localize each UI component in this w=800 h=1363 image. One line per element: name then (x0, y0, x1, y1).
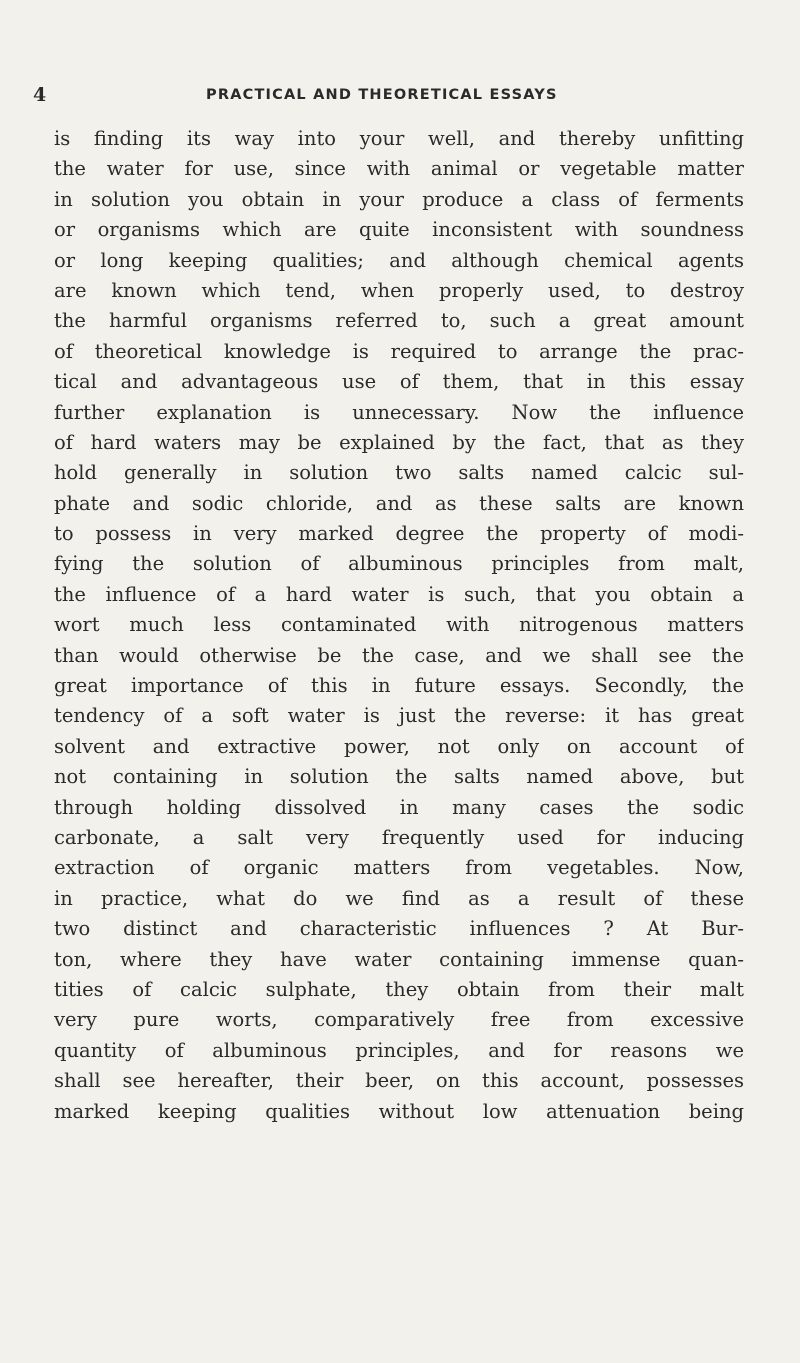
text-line: extraction of organic matters from vegetables. Now, (54, 856, 744, 880)
text-line: tendency of a soft water is just the reverse: it has great (54, 704, 744, 728)
text-line: of theoretical knowledge is required to arrange the prac- (54, 339, 744, 363)
text-line: tities of calcic sulphate, they obtain from their malt (54, 977, 744, 1001)
text-line: phate and sodic chloride, and as these salts are known (54, 491, 744, 515)
text-line: in practice, what do we find as a result of these (54, 886, 744, 910)
text-line: in solution you obtain in your produce a class of ferments (54, 187, 744, 211)
text-line: hold generally in solution two salts named calcic sul- (54, 461, 744, 485)
text-line: great importance of this in future essays. Secondly, the (54, 674, 744, 698)
page-header (0, 84, 800, 114)
text-line: quantity of albuminous principles, and for reasons we (54, 1038, 744, 1062)
text-line: further explanation is unnecessary. Now the influence (54, 400, 744, 424)
text-line: than would otherwise be the case, and we shall see the (54, 643, 744, 667)
text-line: very pure worts, comparatively free from excessive (54, 1008, 744, 1032)
text-line: the harmful organisms referred to, such a great amount (54, 309, 744, 333)
text-line: the influence of a hard water is such, that you obtain a (54, 582, 744, 606)
text-line: of hard waters may be explained by the fact, that as they (54, 430, 744, 454)
text-line: not containing in solution the salts named above, but (54, 765, 744, 789)
text-line: are known which tend, when properly used, to destroy (54, 278, 744, 302)
text-line: solvent and extractive power, not only on account of (54, 734, 744, 758)
running-title: PRACTICAL AND THEORETICAL ESSAYS (206, 87, 558, 103)
text-line: tical and advantageous use of them, that in this essay (54, 370, 744, 394)
text-line: is finding its way into your well, and thereby unfitting (54, 127, 744, 150)
text-line: shall see hereafter, their beer, on this account, possesses (54, 1069, 744, 1093)
text-line: wort much less contaminated with nitrogenous matters (54, 613, 744, 637)
text-line: to possess in very marked degree the property of modi- (54, 522, 744, 546)
body-text (54, 124, 744, 1127)
text-line: ton, where they have water containing immense quan- (54, 947, 744, 971)
text-line: fying the solution of albuminous principles from malt, (54, 552, 744, 576)
text-line: the water for use, since with animal or vegetable matter (54, 157, 744, 181)
page-number: 4 (33, 84, 47, 106)
text-line: or organisms which are quite inconsistent with soundness (54, 218, 744, 242)
text-line: through holding dissolved in many cases the sodic (54, 795, 744, 819)
text-line: carbonate, a salt very frequently used for inducing (54, 825, 744, 849)
text-line: marked keeping qualities without low attenuation being (54, 1099, 744, 1123)
text-line: two distinct and characteristic influences ? At Bur- (54, 917, 744, 941)
text-line: or long keeping qualities; and although chemical agents (54, 248, 744, 272)
